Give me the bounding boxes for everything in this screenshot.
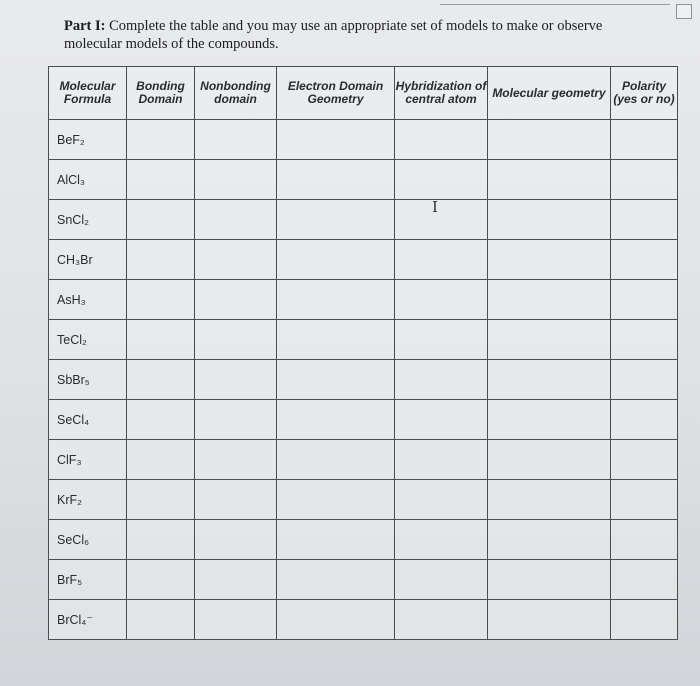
answer-cell[interactable] [277, 360, 395, 400]
column-header: Molecular Formula [49, 67, 127, 120]
formula-cell: ClF₃ [49, 440, 127, 480]
answer-cell[interactable] [611, 480, 678, 520]
answer-cell[interactable] [195, 160, 277, 200]
table-row [49, 240, 678, 280]
answer-cell[interactable] [395, 560, 488, 600]
table-row [49, 560, 678, 600]
answer-cell[interactable] [611, 280, 678, 320]
answer-cell[interactable] [127, 560, 195, 600]
table-row [49, 120, 678, 160]
answer-cell[interactable] [488, 240, 611, 280]
answer-cell[interactable] [277, 560, 395, 600]
answer-cell[interactable] [488, 440, 611, 480]
formula-cell: SeCl₄ [49, 400, 127, 440]
column-header: Nonbonding domain [195, 67, 277, 120]
formula-cell: AlCl₃ [49, 160, 127, 200]
column-header: Hybridization of central atom [395, 67, 488, 120]
answer-cell[interactable] [395, 440, 488, 480]
answer-cell[interactable] [277, 320, 395, 360]
formula-cell: AsH₃ [49, 280, 127, 320]
top-rule [440, 4, 670, 5]
answer-cell[interactable] [127, 240, 195, 280]
answer-cell[interactable] [395, 120, 488, 160]
answer-cell[interactable] [127, 320, 195, 360]
answer-cell[interactable] [395, 400, 488, 440]
answer-cell[interactable] [395, 240, 488, 280]
answer-cell[interactable] [127, 280, 195, 320]
formula-cell: TeCl₂ [49, 320, 127, 360]
answer-cell[interactable] [488, 520, 611, 560]
answer-cell[interactable] [127, 360, 195, 400]
formula-cell: BeF₂ [49, 120, 127, 160]
answer-cell[interactable] [195, 520, 277, 560]
answer-cell[interactable] [611, 200, 678, 240]
answer-cell[interactable] [195, 320, 277, 360]
column-header: Molecular geometry [488, 67, 611, 120]
column-header: Polarity (yes or no) [611, 67, 678, 120]
answer-cell[interactable] [488, 200, 611, 240]
answer-cell[interactable] [488, 400, 611, 440]
answer-cell[interactable] [277, 600, 395, 640]
formula-cell: SbBr₅ [49, 360, 127, 400]
answer-cell[interactable] [277, 400, 395, 440]
answer-cell[interactable] [488, 600, 611, 640]
column-header: Electron Domain Geometry [277, 67, 395, 120]
table-row [49, 360, 678, 400]
answer-cell[interactable] [611, 520, 678, 560]
answer-cell[interactable] [127, 480, 195, 520]
answer-cell[interactable] [395, 280, 488, 320]
answer-cell[interactable] [611, 600, 678, 640]
answer-cell[interactable] [611, 360, 678, 400]
answer-cell[interactable] [127, 120, 195, 160]
answer-cell[interactable] [488, 360, 611, 400]
answer-cell[interactable] [488, 320, 611, 360]
answer-cell[interactable] [195, 120, 277, 160]
answer-cell[interactable] [195, 280, 277, 320]
formula-cell: BrCl₄⁻ [49, 600, 127, 640]
answer-cell[interactable] [127, 400, 195, 440]
answer-cell[interactable] [611, 160, 678, 200]
formula-cell: KrF₂ [49, 480, 127, 520]
answer-cell[interactable] [127, 200, 195, 240]
answer-cell[interactable] [611, 560, 678, 600]
answer-cell[interactable] [488, 280, 611, 320]
instructions [64, 17, 624, 53]
answer-cell[interactable] [277, 520, 395, 560]
table-row [49, 160, 678, 200]
answer-cell[interactable] [395, 360, 488, 400]
text-cursor-icon: I [432, 198, 438, 216]
answer-cell[interactable] [488, 560, 611, 600]
checkbox-icon[interactable] [676, 4, 692, 19]
answer-cell[interactable] [488, 160, 611, 200]
table-row [49, 200, 678, 240]
answer-cell[interactable] [195, 200, 277, 240]
table-row [49, 600, 678, 640]
answer-cell[interactable] [611, 440, 678, 480]
table-row [49, 320, 678, 360]
answer-cell[interactable] [277, 160, 395, 200]
answer-cell[interactable] [395, 160, 488, 200]
table-row [49, 520, 678, 560]
table-body [49, 120, 678, 640]
answer-cell[interactable] [195, 440, 277, 480]
answer-cell[interactable] [127, 160, 195, 200]
formula-cell: SeCl₆ [49, 520, 127, 560]
answer-cell[interactable] [277, 440, 395, 480]
answer-cell[interactable] [395, 320, 488, 360]
answer-cell[interactable] [195, 240, 277, 280]
formula-cell: BrF₅ [49, 560, 127, 600]
column-header: Bonding Domain [127, 67, 195, 120]
formula-cell: CH₃Br [49, 240, 127, 280]
part-label: Part I: [64, 18, 106, 34]
answer-cell[interactable] [277, 240, 395, 280]
answer-cell[interactable] [395, 200, 488, 240]
answer-cell[interactable] [277, 200, 395, 240]
answer-cell[interactable] [195, 480, 277, 520]
answer-cell[interactable] [611, 320, 678, 360]
answer-cell[interactable] [395, 480, 488, 520]
table-row [49, 400, 678, 440]
answer-cell[interactable] [611, 120, 678, 160]
answer-cell[interactable] [611, 240, 678, 280]
answer-cell[interactable] [395, 520, 488, 560]
answer-cell[interactable] [277, 280, 395, 320]
answer-cell[interactable] [277, 120, 395, 160]
answer-cell[interactable] [195, 400, 277, 440]
answer-cell[interactable] [488, 120, 611, 160]
answer-cell[interactable] [488, 480, 611, 520]
answer-cell[interactable] [195, 560, 277, 600]
answer-cell[interactable] [277, 480, 395, 520]
table-row [49, 280, 678, 320]
answer-cell[interactable] [127, 440, 195, 480]
table-header-row [49, 67, 678, 120]
formula-cell: SnCl₂ [49, 200, 127, 240]
answer-cell[interactable] [195, 360, 277, 400]
table-row [49, 480, 678, 520]
answer-cell[interactable] [611, 400, 678, 440]
answer-cell[interactable] [395, 600, 488, 640]
molecular-models-table [48, 66, 678, 640]
answer-cell[interactable] [127, 520, 195, 560]
answer-cell[interactable] [127, 600, 195, 640]
answer-cell[interactable] [195, 600, 277, 640]
instructions-text: Complete the table and you may use an appropriate set of models to make or observe molecular models of the compounds. [64, 18, 603, 52]
table-row [49, 440, 678, 480]
